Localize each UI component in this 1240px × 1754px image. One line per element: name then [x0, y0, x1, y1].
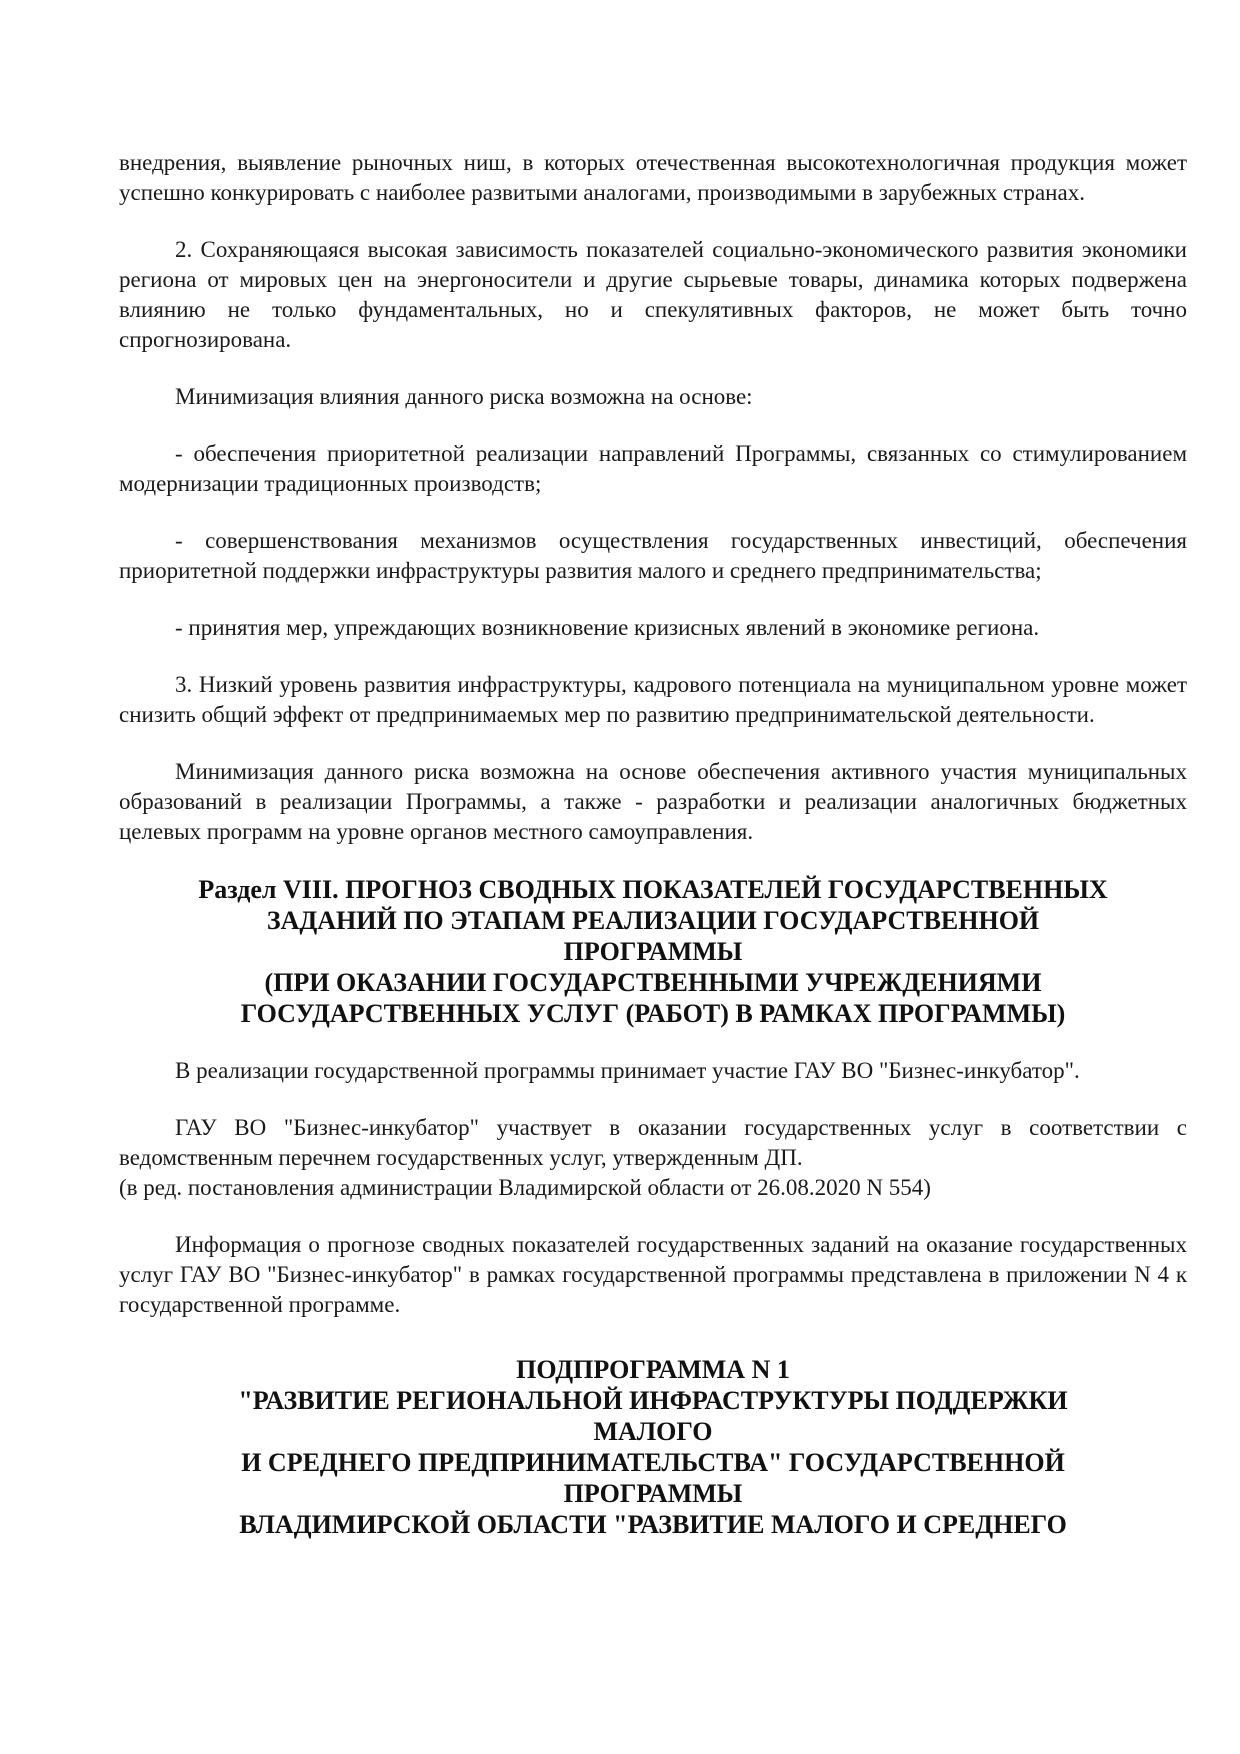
- section-8-heading-line: ЗАДАНИЙ ПО ЭТАПАМ РЕАЛИЗАЦИИ ГОСУДАРСТВЕННОЙ: [266, 906, 1040, 935]
- paragraph-services: ГАУ ВО "Бизнес-инкубатор" участвует в оказании государственных услуг в соответствии с ведомственным перечнем государственных услуг, утвержденным ДП.: [119, 1115, 1187, 1170]
- paragraph-risk-3-mitigation: Минимизация данного риска возможна на основе обеспечения активного участия муниципальных образований в реализации Программы, а также - разработки и реализации аналогичных бюджетных целевых программ на уровне органов местного самоуправления.: [119, 759, 1187, 844]
- section-8-heading-line: ГОСУДАРСТВЕННЫХ УСЛУГ (РАБОТ) В РАМКАХ ПРОГРАММЫ): [240, 999, 1066, 1028]
- subprogram-heading-line: МАЛОГО: [593, 1417, 713, 1446]
- paragraph-forecast-info: Информация о прогнозе сводных показателей государственных заданий на оказание государственных услуг ГАУ ВО "Бизнес-инкубатор" в рамках государственной программы представлена в приложении N 4 к государственной программе.: [119, 1232, 1187, 1317]
- subprogram-heading-line: ВЛАДИМИРСКОЙ ОБЛАСТИ "РАЗВИТИЕ МАЛОГО И СРЕДНЕГО: [239, 1510, 1067, 1539]
- subprogram-heading-line: И СРЕДНЕГО ПРЕДПРИНИМАТЕЛЬСТВА" ГОСУДАРСТВЕННОЙ: [241, 1448, 1065, 1477]
- subprogram-heading-line: ПРОГРАММЫ: [563, 1479, 743, 1508]
- subprogram-heading-line: "РАЗВИТИЕ РЕГИОНАЛЬНОЙ ИНФРАСТРУКТУРЫ ПОДДЕРЖКИ: [238, 1386, 1068, 1415]
- section-8-heading: [119, 874, 1187, 1029]
- section-8-heading-line: Раздел VIII. ПРОГНОЗ СВОДНЫХ ПОКАЗАТЕЛЕЙ ГОСУДАРСТВЕННЫХ: [198, 875, 1108, 904]
- amendment-note: (в ред. постановления администрации Владимирской области от 26.08.2020 N 554): [119, 1175, 931, 1200]
- list-item-crisis-measures: - принятия мер, упреждающих возникновение кризисных явлений в экономике региона.: [175, 615, 1040, 640]
- subprogram-heading-line: ПОДПРОГРАММА N 1: [516, 1355, 790, 1384]
- list-item-priority-implementation: - обеспечения приоритетной реализации направлений Программы, связанных со стимулированием модернизации традиционных производств;: [119, 441, 1187, 496]
- section-8-heading-line: (ПРИ ОКАЗАНИИ ГОСУДАРСТВЕННЫМИ УЧРЕЖДЕНИЯМИ: [264, 968, 1042, 997]
- paragraph-risk-2-mitigation-intro: Минимизация влияния данного риска возможна на основе:: [175, 384, 753, 409]
- paragraph-risk-2: 2. Сохраняющаяся высокая зависимость показателей социально-экономического развития экономики региона от мировых цен на энергоносители и другие сырьевые товары, динамика которых подвержена влиянию не только фундаментальных, но и спекулятивных факторов, не может быть точно спрогнозирована.: [119, 237, 1187, 352]
- section-8-heading-line: ПРОГРАММЫ: [563, 937, 743, 966]
- document-page: [119, 148, 1187, 1567]
- paragraph-innovation-continuation: внедрения, выявление рыночных ниш, в которых отечественная высокотехнологичная продукция может успешно конкурировать с наиболее развитыми аналогами, производимыми в зарубежных странах.: [119, 150, 1187, 205]
- list-item-investment-mechanisms: - совершенствования механизмов осуществления государственных инвестиций, обеспечения приоритетной поддержки инфраструктуры развития малого и среднего предпринимательства;: [119, 528, 1187, 583]
- paragraph-risk-3: 3. Низкий уровень развития инфраструктуры, кадрового потенциала на муниципальном уровне может снизить общий эффект от предпринимаемых мер по развитию предпринимательской деятельности.: [119, 672, 1187, 727]
- subprogram-1-heading: [119, 1354, 1187, 1540]
- paragraph-participant: В реализации государственной программы принимает участие ГАУ ВО "Бизнес-инкубатор".: [175, 1058, 1080, 1083]
